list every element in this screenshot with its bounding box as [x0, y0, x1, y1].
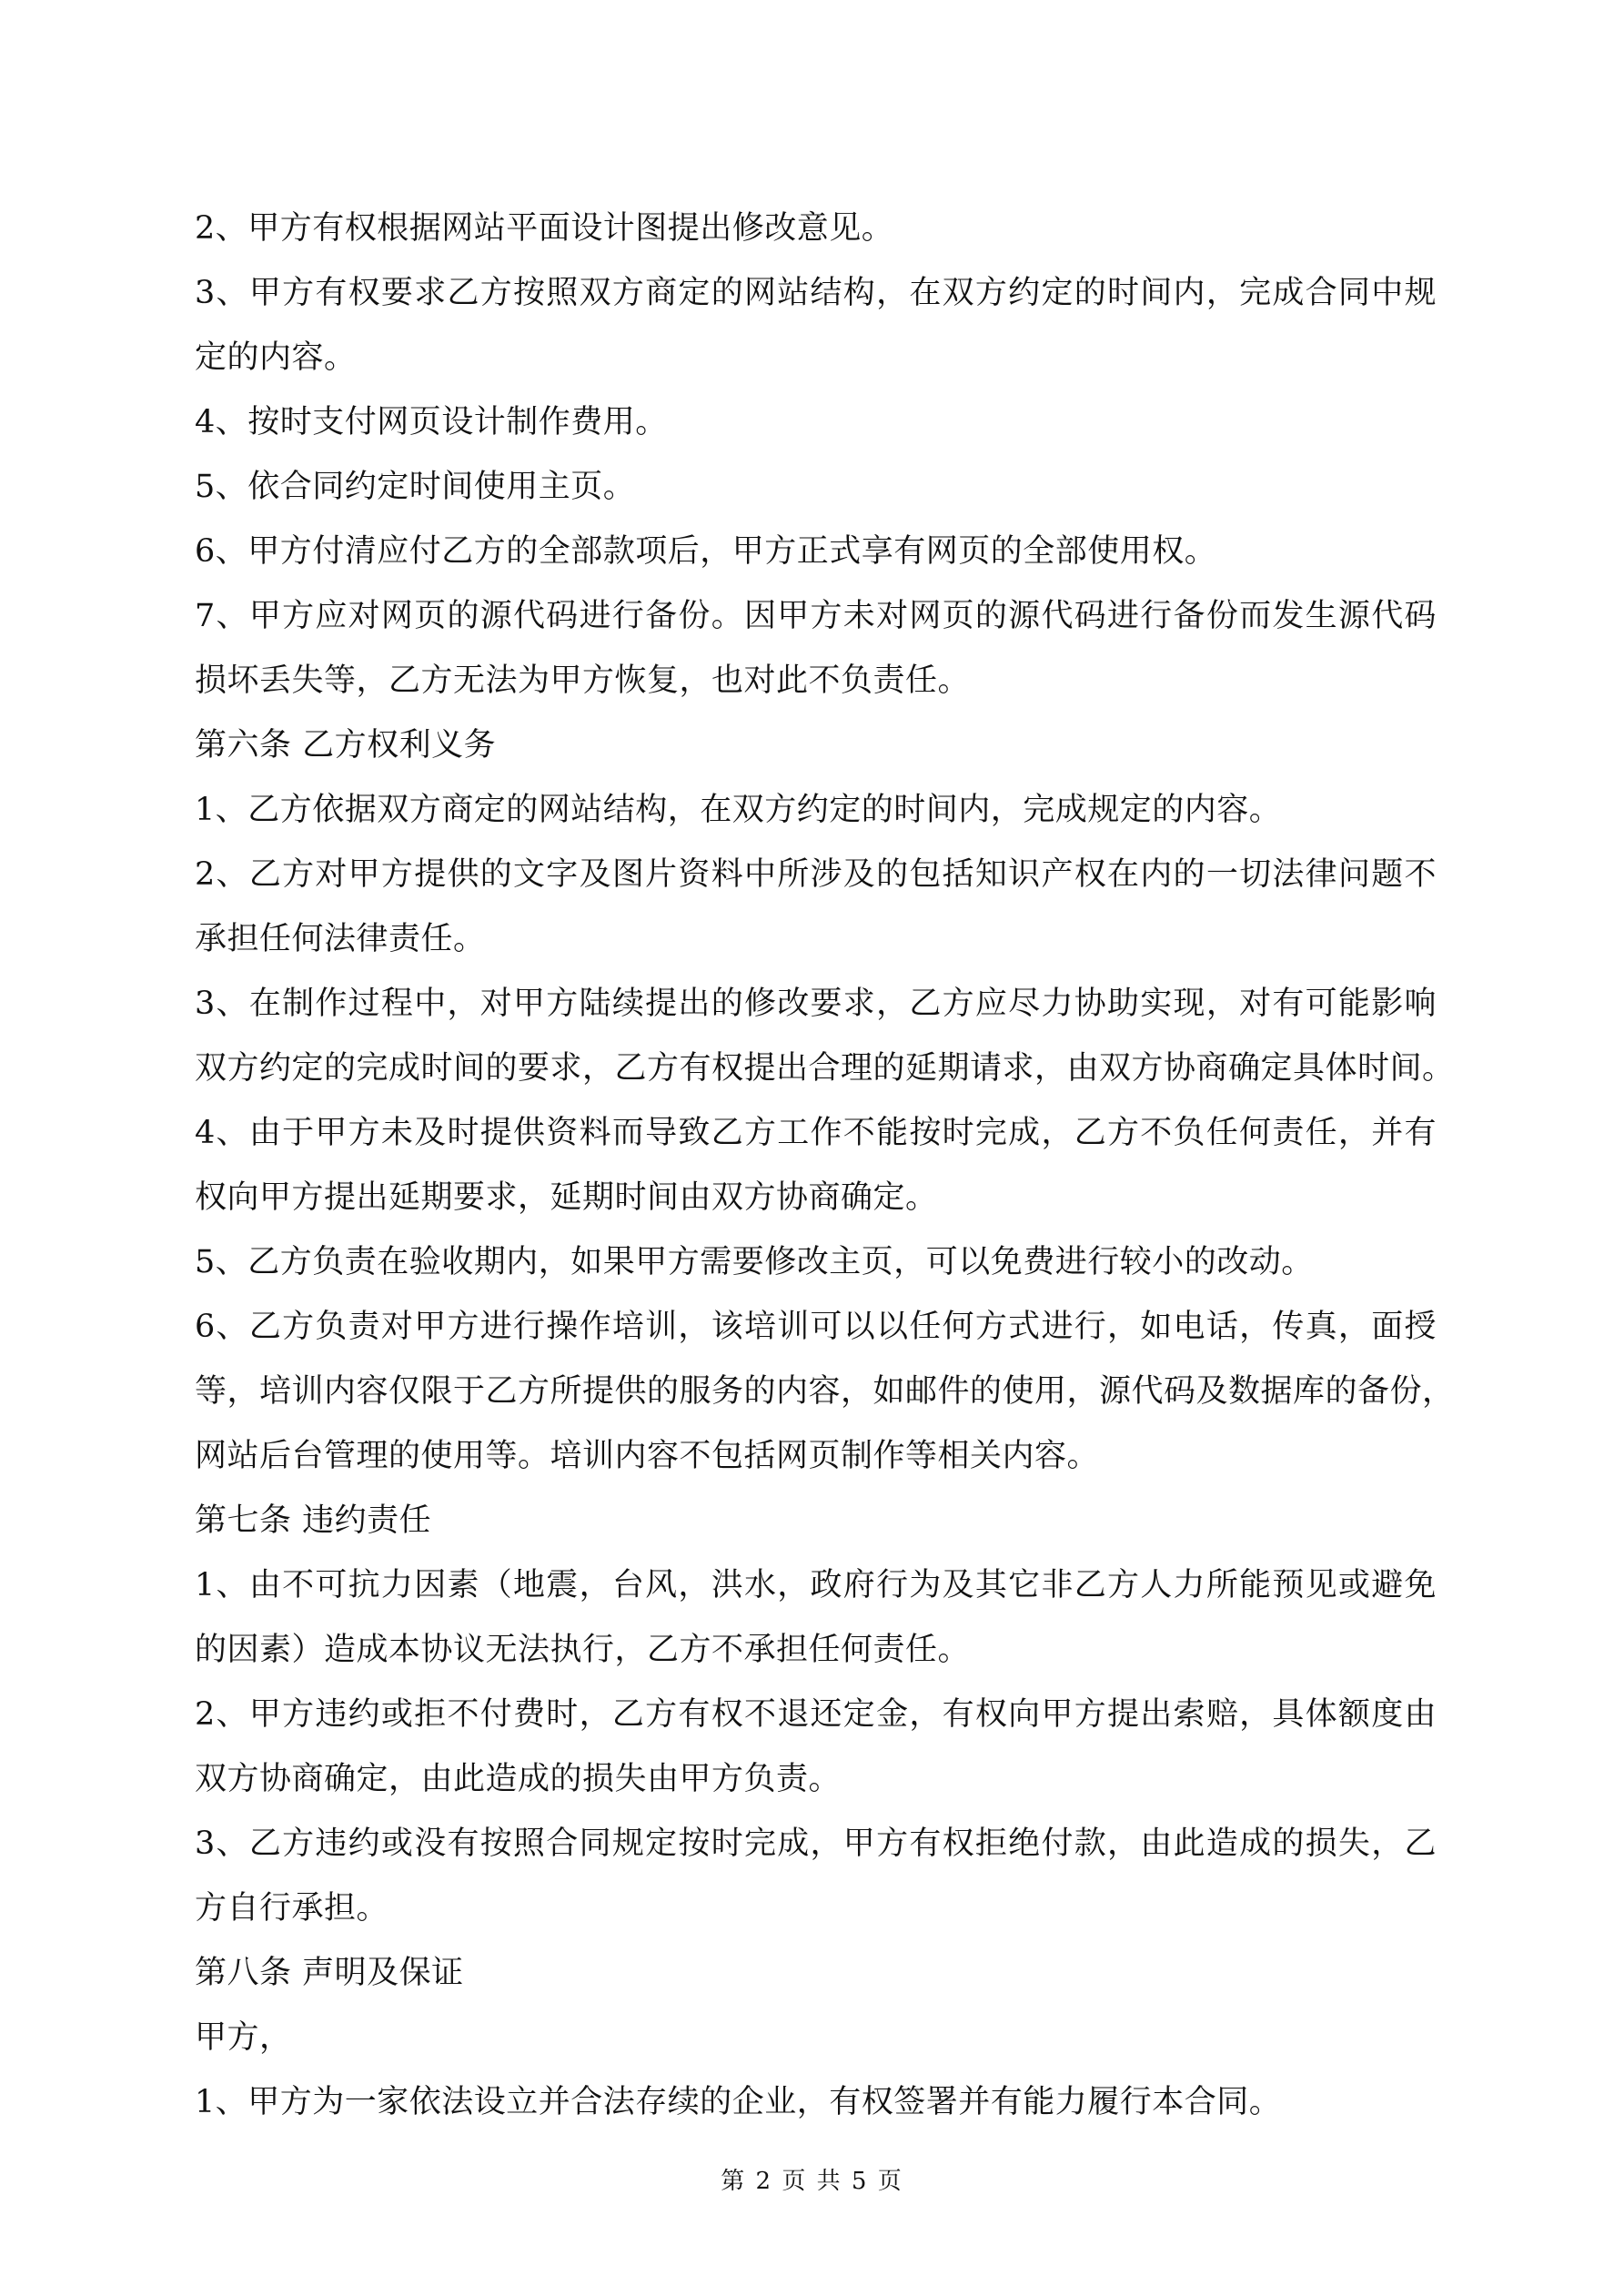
text-line: 承担任何法律责任。 [195, 921, 486, 957]
text-line: 1、甲方为一家依法设立并合法存续的企业，有权签署并有能力履行本合同。 [195, 2084, 1282, 2120]
text-line: 双方约定的完成时间的要求，乙方有权提出合理的延期请求，由双方协商确定具体时间。 [195, 1050, 1455, 1087]
text-line: 5、依合同约定时间使用主页。 [195, 469, 636, 505]
text-line: 4、按时支付网页设计制作费用。 [195, 404, 668, 440]
text-line: 等，培训内容仅限于乙方所提供的服务的内容，如邮件的使用，源代码及数据库的备份， [195, 1373, 1455, 1410]
text-line: 3、乙方违约或没有按照合同规定按时完成，甲方有权拒绝付款，由此造成的损失，乙 [195, 1826, 1437, 1862]
text-line: 2、乙方对甲方提供的文字及图片资料中所涉及的包括知识产权在内的一切法律问题不 [195, 856, 1437, 893]
text-line: 7、甲方应对网页的源代码进行备份。因甲方未对网页的源代码进行备份而发生源代码 [195, 598, 1437, 634]
text-line: 6、甲方付清应付乙方的全部款项后，甲方正式享有网页的全部使用权。 [195, 533, 1217, 570]
text-line: 甲方， [195, 2019, 292, 2056]
text-line: 第七条 违约责任 [195, 1502, 432, 1539]
text-line: 第六条 乙方权利义务 [195, 727, 497, 764]
text-line: 3、在制作过程中，对甲方陆续提出的修改要求，乙方应尽力协助实现，对有可能影响 [195, 986, 1437, 1022]
document-body [195, 197, 1455, 2135]
text-line: 的因素）造成本协议无法执行，乙方不承担任何责任。 [195, 1632, 971, 1668]
text-line: 1、由不可抗力因素（地震，台风，洪水，政府行为及其它非乙方人力所能预见或避免 [195, 1567, 1437, 1603]
text-line: 4、由于甲方未及时提供资料而导致乙方工作不能按时完成，乙方不负任何责任，并有 [195, 1115, 1437, 1151]
text-line: 2、甲方违约或拒不付费时，乙方有权不退还定金，有权向甲方提出索赔，具体额度由 [195, 1696, 1437, 1733]
text-line: 权向甲方提出延期要求，延期时间由双方协商确定。 [195, 1179, 938, 1216]
page-number-footer: 第 2 页 共 5 页 [721, 2168, 903, 2195]
text-line: 网站后台管理的使用等。培训内容不包括网页制作等相关内容。 [195, 1438, 1100, 1474]
text-line: 损坏丢失等，乙方无法为甲方恢复，也对此不负责任。 [195, 663, 971, 699]
text-line: 1、乙方依据双方商定的网站结构，在双方约定的时间内，完成规定的内容。 [195, 792, 1282, 828]
text-line: 3、甲方有权要求乙方按照双方商定的网站结构，在双方约定的时间内，完成合同中规 [195, 275, 1437, 311]
text-line: 定的内容。 [195, 339, 357, 376]
text-line: 2、甲方有权根据网站平面设计图提出修改意见。 [195, 210, 894, 247]
text-line: 双方协商确定，由此造成的损失由甲方负责。 [195, 1761, 842, 1797]
text-line: 6、乙方负责对甲方进行操作培训，该培训可以以任何方式进行，如电话，传真，面授 [195, 1309, 1437, 1345]
text-line: 5、乙方负责在验收期内，如果甲方需要修改主页，可以免费进行较小的改动。 [195, 1244, 1314, 1280]
text-line: 第八条 声明及保证 [195, 1955, 464, 1991]
text-line: 方自行承担。 [195, 1890, 389, 1927]
